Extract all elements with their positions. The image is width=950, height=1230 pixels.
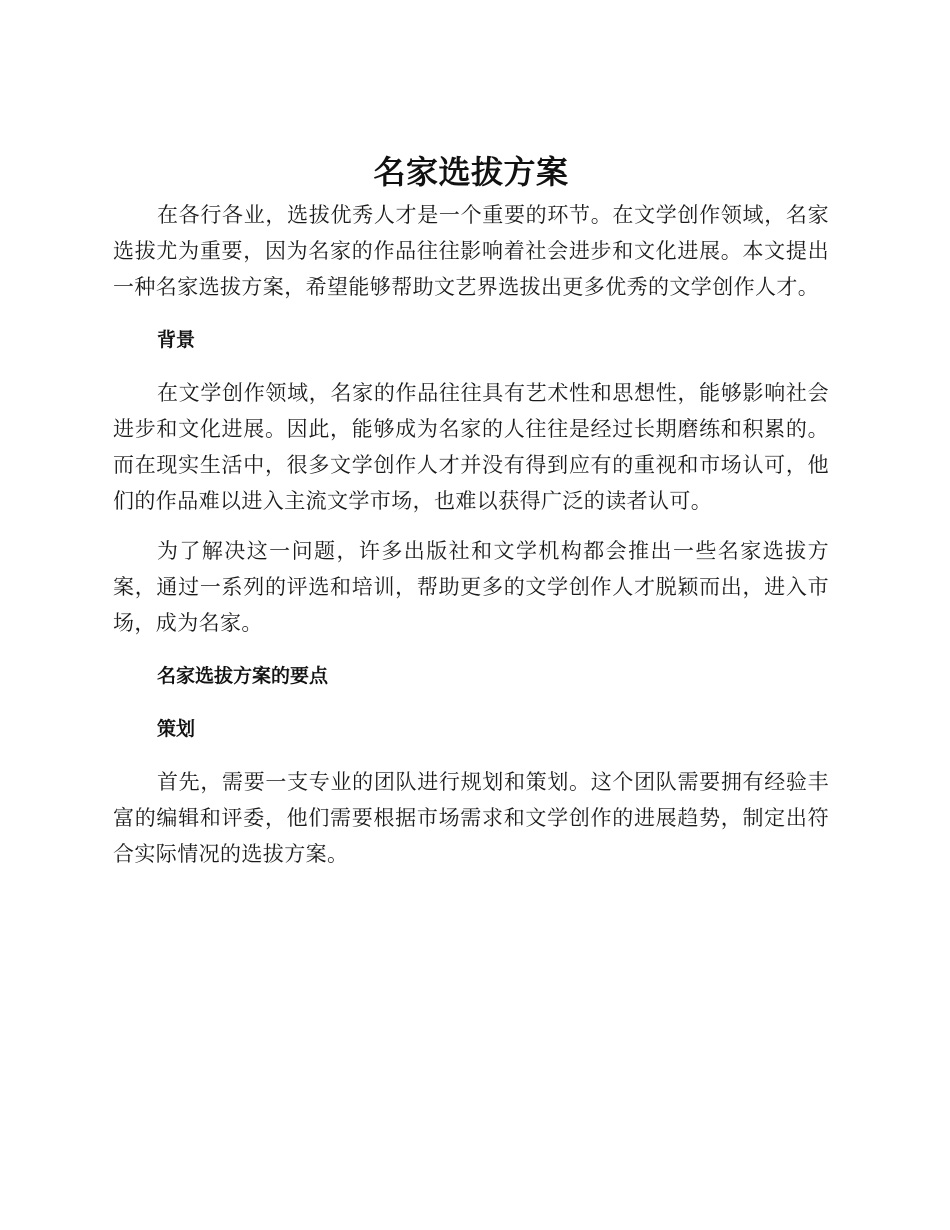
background-paragraph-2: 为了解决这一问题，许多出版社和文学机构都会推出一些名家选拔方案，通过一系列的评选和培训，帮助更多的文学创作人才脱颖而出，进入市场，成为名家。: [113, 539, 829, 635]
planning-paragraph: 首先，需要一支专业的团队进行规划和策划。这个团队需要拥有经验丰富的编辑和评委，他们需要根据市场需求和文学创作的进展趋势，制定出符合实际情况的选拔方案。: [113, 770, 829, 866]
background-paragraph-1: 在文学创作领域，名家的作品往往具有艺术性和思想性，能够影响社会进步和文化进展。因此，能够成为名家的人往往是经过长期磨练和积累的。而在现实生活中，很多文学创作人才并没有得到应有的重视和市场认可，他们的作品难以进入主流文学市场，也难以获得广泛的读者认可。: [113, 381, 829, 513]
document-title: 名家选拔方案: [373, 153, 569, 191]
section-heading-background: 背景: [157, 329, 196, 351]
intro-paragraph: 在各行各业，选拔优秀人才是一个重要的环节。在文学创作领域，名家选拔尤为重要，因为名家的作品往往影响着社会进步和文化进展。本文提出一种名家选拔方案，希望能够帮助文艺界选拔出更多优秀的文学创作人才。: [113, 203, 829, 299]
document-body: [113, 148, 829, 872]
section-heading-key-points: 名家选拔方案的要点: [157, 665, 329, 687]
section-heading-planning: 策划: [157, 718, 196, 740]
